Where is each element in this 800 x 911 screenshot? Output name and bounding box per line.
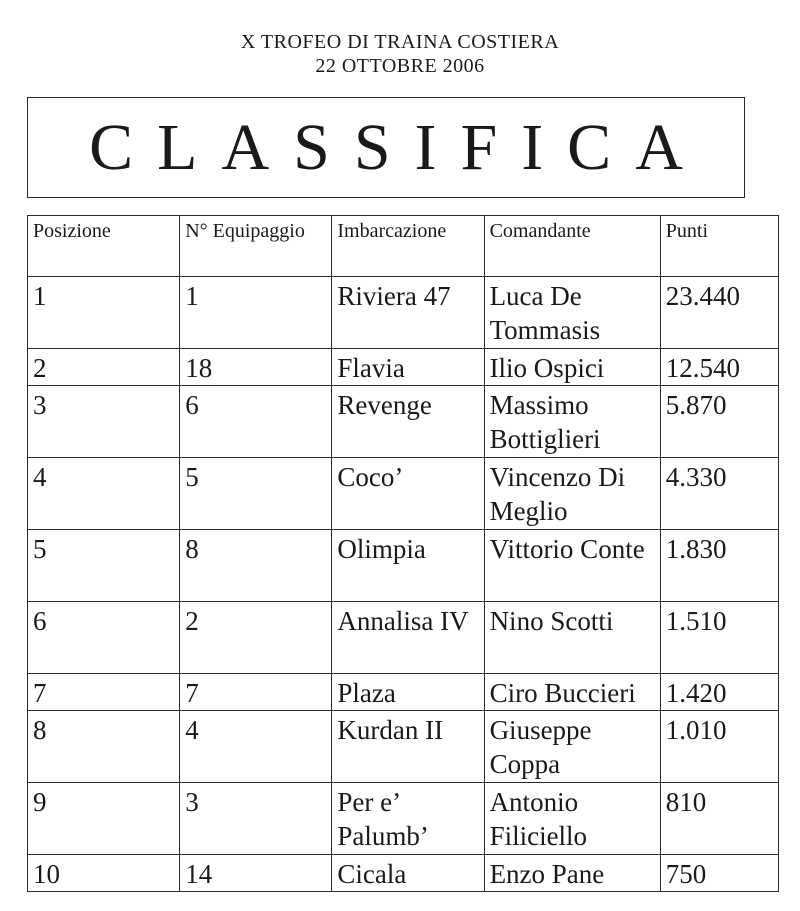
cell-position: 7 (28, 674, 180, 711)
cell-points: 23.440 (660, 277, 778, 349)
cell-boat: Annalisa IV (332, 602, 484, 674)
header-position: Posizione (28, 216, 180, 277)
cell-points: 1.830 (660, 530, 778, 602)
cell-position: 2 (28, 349, 180, 386)
cell-crew-number: 2 (180, 602, 332, 674)
header-points: Punti (660, 216, 778, 277)
cell-points: 750 (660, 855, 778, 892)
header-boat: Imbarcazione (332, 216, 484, 277)
cell-points: 1.420 (660, 674, 778, 711)
event-date: 22 OTTOBRE 2006 (315, 55, 485, 77)
table-row (28, 530, 779, 602)
table-row (28, 711, 779, 783)
cell-crew-number: 6 (180, 386, 332, 458)
cell-crew-number: 14 (180, 855, 332, 892)
title-box (27, 97, 745, 198)
cell-crew-number: 7 (180, 674, 332, 711)
cell-points: 5.870 (660, 386, 778, 458)
cell-points: 1.510 (660, 602, 778, 674)
cell-position: 4 (28, 458, 180, 530)
cell-captain: Vincenzo Di Meglio (484, 458, 660, 530)
cell-boat: Cicala (332, 855, 484, 892)
cell-captain: Nino Scotti (484, 602, 660, 674)
cell-crew-number: 3 (180, 783, 332, 855)
cell-crew-number: 8 (180, 530, 332, 602)
table-row (28, 458, 779, 530)
cell-boat: Flavia (332, 349, 484, 386)
cell-points: 1.010 (660, 711, 778, 783)
table-row (28, 674, 779, 711)
cell-captain: Ciro Buccieri (484, 674, 660, 711)
table-row (28, 349, 779, 386)
event-heading (0, 30, 800, 78)
cell-points: 4.330 (660, 458, 778, 530)
cell-position: 1 (28, 277, 180, 349)
cell-crew-number: 5 (180, 458, 332, 530)
cell-position: 6 (28, 602, 180, 674)
table-row (28, 855, 779, 892)
cell-boat: Plaza (332, 674, 484, 711)
cell-points: 12.540 (660, 349, 778, 386)
header-crew-number: N° Equipaggio (180, 216, 332, 277)
header-captain: Comandante (484, 216, 660, 277)
cell-position: 10 (28, 855, 180, 892)
cell-captain: Ilio Ospici (484, 349, 660, 386)
cell-position: 5 (28, 530, 180, 602)
cell-crew-number: 18 (180, 349, 332, 386)
table-row (28, 386, 779, 458)
event-name: X TROFEO DI TRAINA COSTIERA (240, 31, 560, 53)
cell-boat: Kurdan II (332, 711, 484, 783)
table-row (28, 783, 779, 855)
cell-boat: Riviera 47 (332, 277, 484, 349)
cell-captain: Vittorio Conte (484, 530, 660, 602)
cell-boat: Revenge (332, 386, 484, 458)
page-title: CLASSIFICA (89, 110, 707, 184)
header-row (28, 216, 779, 277)
cell-captain: Giuseppe Coppa (484, 711, 660, 783)
cell-captain: Antonio Filiciello (484, 783, 660, 855)
cell-position: 9 (28, 783, 180, 855)
cell-boat: Per e’ Palumb’ (332, 783, 484, 855)
cell-captain: Luca De Tommasis (484, 277, 660, 349)
cell-captain: Massimo Bottiglieri (484, 386, 660, 458)
table-row (28, 602, 779, 674)
cell-position: 8 (28, 711, 180, 783)
cell-points: 810 (660, 783, 778, 855)
cell-boat: Coco’ (332, 458, 484, 530)
table-row (28, 277, 779, 349)
cell-crew-number: 1 (180, 277, 332, 349)
results-table (27, 215, 779, 892)
cell-boat: Olimpia (332, 530, 484, 602)
cell-captain: Enzo Pane (484, 855, 660, 892)
cell-position: 3 (28, 386, 180, 458)
cell-crew-number: 4 (180, 711, 332, 783)
